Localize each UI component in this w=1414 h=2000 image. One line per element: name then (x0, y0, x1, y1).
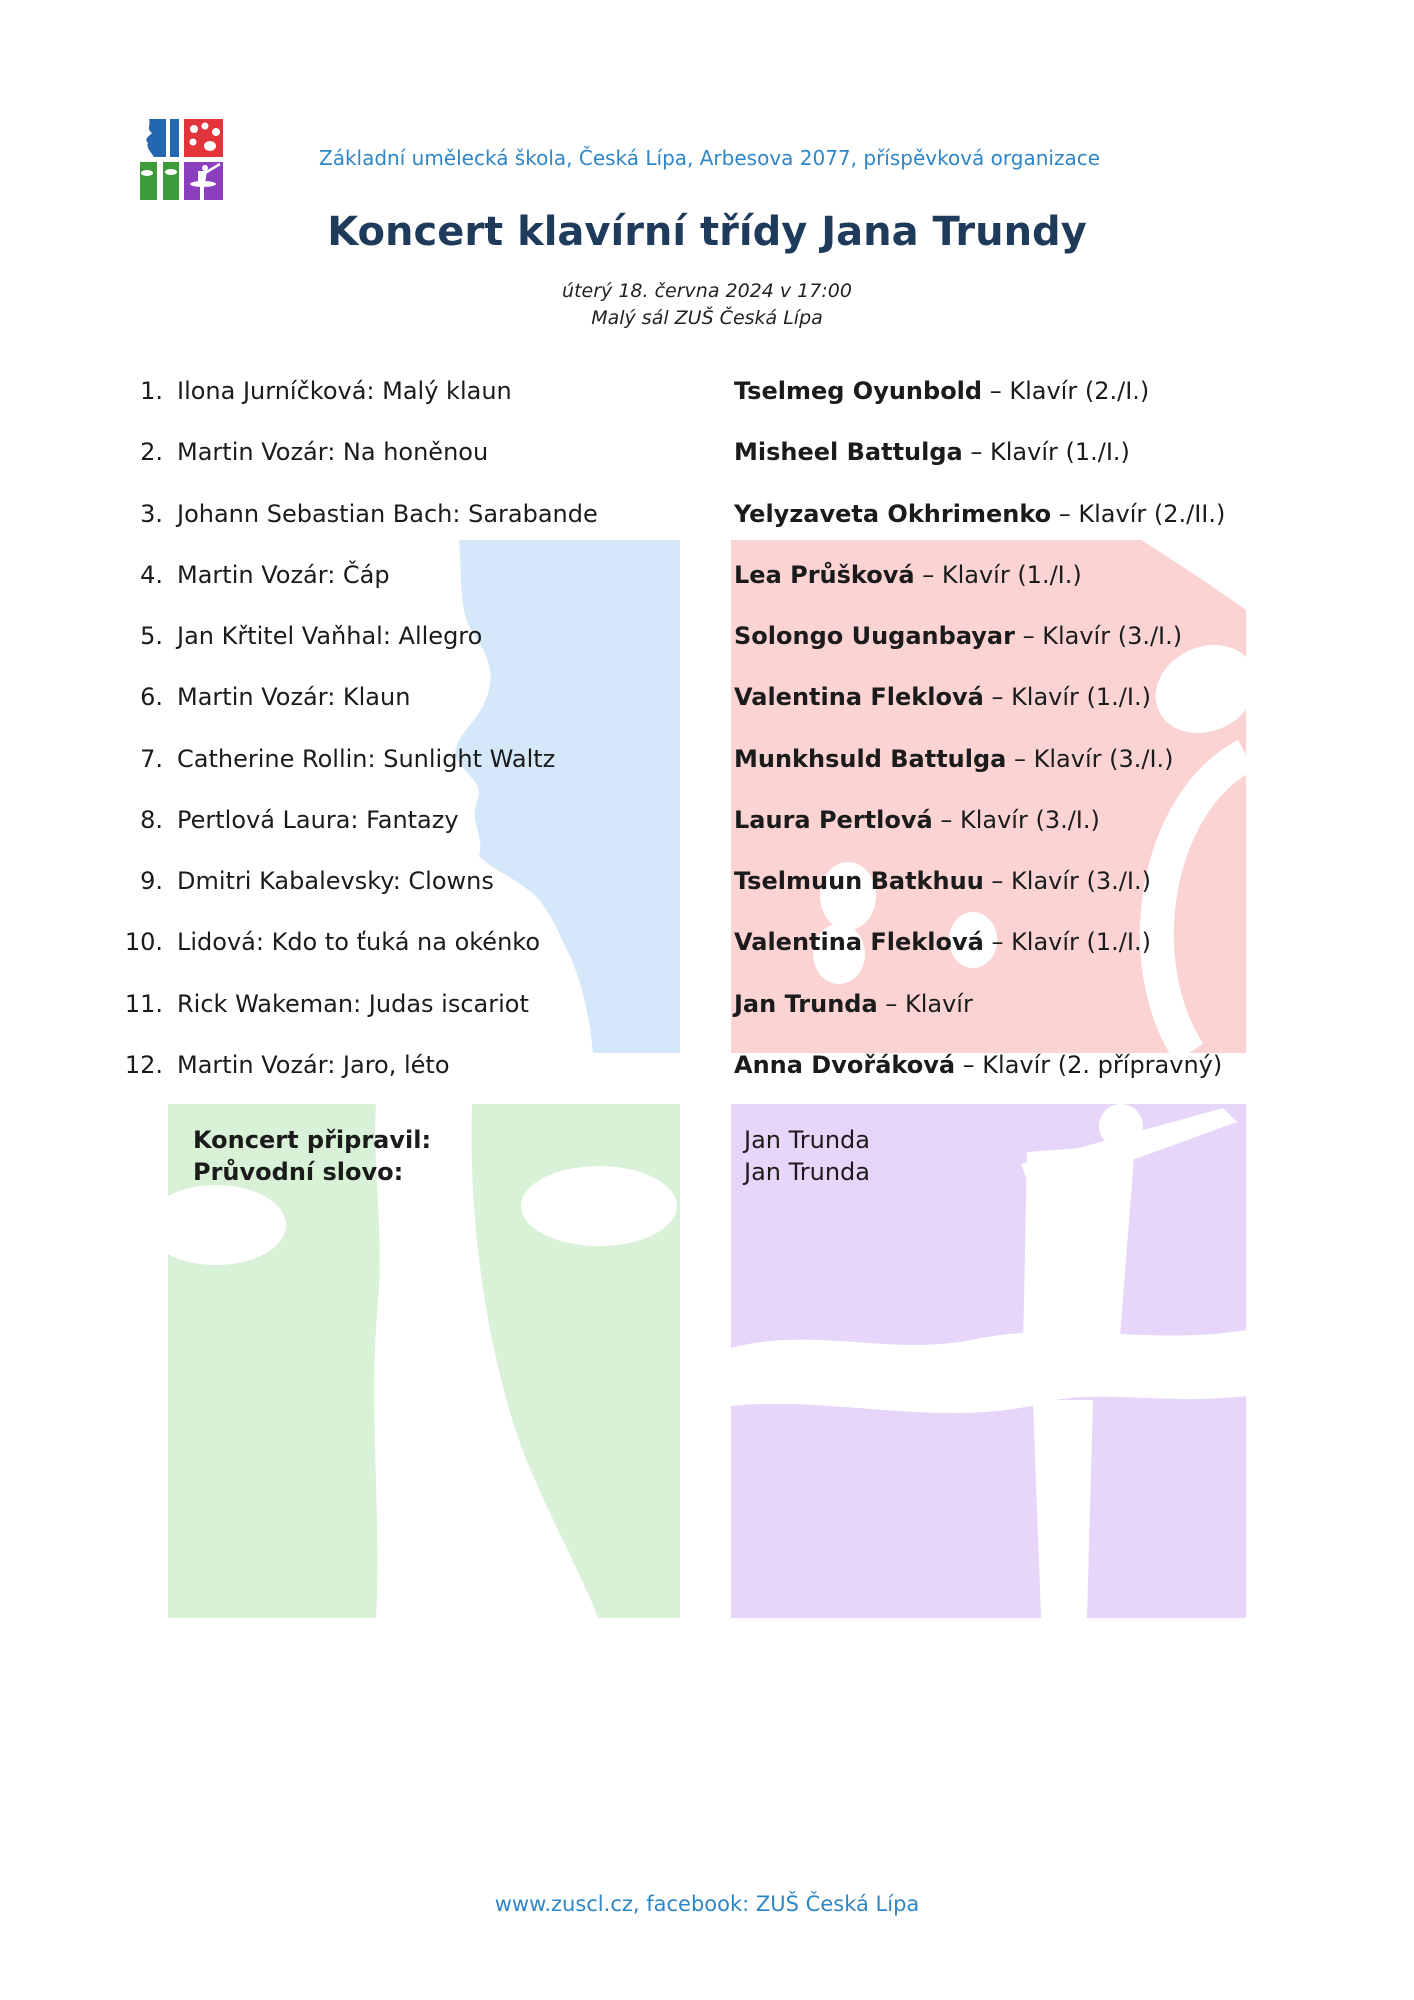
program-piece: Lidová: Kdo to ťuká na okénko (177, 928, 540, 957)
program-row (0, 667, 1414, 728)
performer-instrument: – Klavír (2. přípravný) (962, 1050, 1223, 1079)
speech-by-label: Průvodní slovo: (193, 1158, 404, 1186)
concert-date: úterý 18. června 2024 v 17:00 (562, 280, 852, 302)
program-piece: Jan Křtitel Vaňhal: Allegro (177, 622, 483, 650)
program-performer-line (734, 667, 1151, 728)
program-list (0, 361, 1414, 1096)
performer-instrument: – Klavír (885, 989, 973, 1018)
performer-instrument: – Klavír (3./I.) (940, 805, 1100, 834)
program-row (0, 606, 1414, 667)
performer-name: Valentina Fleklová (734, 928, 984, 957)
program-number: 8. (140, 805, 163, 834)
performer-instrument: – Klavír (2./II.) (1058, 499, 1226, 528)
program-row (0, 729, 1414, 790)
dancer-head (1099, 1104, 1143, 1148)
logo-masks-icon (140, 162, 179, 200)
program-piece: Martin Vozár: Klaun (177, 683, 411, 712)
program-performer-line (734, 790, 1100, 851)
dancer-body (1023, 1144, 1135, 1350)
performer-name: Tselmuun Batkhuu (734, 867, 984, 895)
program-number: 9. (140, 867, 163, 895)
performer-instrument: – Klavír (1./I.) (922, 560, 1082, 589)
school-logo (140, 119, 223, 200)
program-row (0, 361, 1414, 422)
performer-instrument: – Klavír (3./I.) (1022, 622, 1183, 650)
school-logo-icon (140, 119, 223, 200)
program-performer-line (734, 484, 1225, 545)
dancer-legs (1033, 1400, 1093, 1618)
program-performer-line (734, 361, 1149, 422)
program-performer-line (734, 729, 1174, 790)
performer-instrument: – Klavír (3./I.) (991, 867, 1151, 895)
program-piece: Johann Sebastian Bach: Sarabande (177, 499, 598, 528)
performer-name: Valentina Fleklová (734, 683, 984, 712)
performer-instrument: – Klavír (3./I.) (1014, 744, 1174, 773)
program-row (0, 422, 1414, 483)
school-header: Základní umělecká škola, Česká Lípa, Arbesova 2077, příspěvková organizace (319, 146, 1101, 170)
program-number: 6. (140, 683, 163, 712)
program-row (0, 790, 1414, 851)
performer-instrument: – Klavír (1./I.) (970, 438, 1130, 467)
performer-name: Yelyzaveta Okhrimenko (734, 499, 1052, 528)
footer-contact: www.zuscl.cz, facebook: ZUŠ Česká Lípa (494, 1892, 920, 1916)
program-performer-line (734, 545, 1082, 606)
program-number: 11. (124, 989, 163, 1018)
performer-name: Munkhsuld Battulga (734, 744, 1007, 773)
program-piece: Martin Vozár: Čáp (177, 560, 390, 589)
program-performer-line (734, 974, 973, 1035)
prepared-by-name: Jan Trunda (744, 1126, 870, 1154)
logo-face-icon (140, 119, 179, 157)
program-piece: Dmitri Kabalevsky: Clowns (177, 867, 494, 895)
program-row (0, 484, 1414, 545)
program-number: 2. (140, 438, 163, 467)
program-piece: Ilona Jurníčková: Malý klaun (177, 377, 512, 405)
performer-name: Lea Průšková (734, 560, 915, 589)
program-number: 12. (124, 1050, 163, 1079)
program-piece: Pertlová Laura: Fantazy (177, 805, 459, 834)
program-performer-line (734, 851, 1151, 912)
logo-palette-icon (184, 119, 223, 157)
concert-venue: Malý sál ZUŠ Česká Lípa (591, 307, 823, 329)
program-performer-line (734, 422, 1130, 483)
performer-name: Jan Trunda (734, 989, 878, 1018)
program-number: 1. (140, 377, 163, 405)
credits-labels (193, 1124, 431, 1188)
program-row (0, 912, 1414, 973)
program-number: 5. (140, 622, 163, 650)
performer-name: Laura Pertlová (734, 805, 933, 834)
program-number: 7. (140, 744, 163, 773)
program-number: 4. (140, 560, 163, 589)
performer-name: Anna Dvořáková (734, 1050, 956, 1079)
logo-dancer-icon (184, 162, 223, 200)
program-piece: Martin Vozár: Na honěnou (177, 438, 489, 467)
program-performer-line (734, 1035, 1222, 1096)
program-piece: Rick Wakeman: Judas iscariot (177, 989, 529, 1018)
credits-values (744, 1124, 870, 1188)
program-row (0, 545, 1414, 606)
performer-name: Solongo Uuganbayar (734, 622, 1015, 650)
speech-by-name: Jan Trunda (744, 1158, 870, 1186)
program-row (0, 851, 1414, 912)
program-piece: Martin Vozár: Jaro, léto (177, 1050, 450, 1079)
program-number: 3. (140, 499, 163, 528)
performer-name: Tselmeg Oyunbold (734, 377, 983, 405)
performer-instrument: – Klavír (2./I.) (989, 377, 1150, 405)
performer-instrument: – Klavír (1./I.) (991, 683, 1151, 712)
performer-name: Misheel Battulga (734, 438, 963, 467)
prepared-by-label: Koncert připravil: (193, 1126, 432, 1154)
performer-instrument: – Klavír (1./I.) (991, 928, 1151, 957)
program-row (0, 1035, 1414, 1096)
program-performer-line (734, 606, 1182, 667)
program-number: 10. (124, 928, 163, 957)
page-title: Koncert klavírní třídy Jana Trundy (327, 209, 1087, 255)
right-mask-eye (521, 1166, 677, 1246)
program-performer-line (734, 912, 1151, 973)
program-row (0, 974, 1414, 1035)
program-piece: Catherine Rollin: Sunlight Waltz (177, 744, 556, 773)
